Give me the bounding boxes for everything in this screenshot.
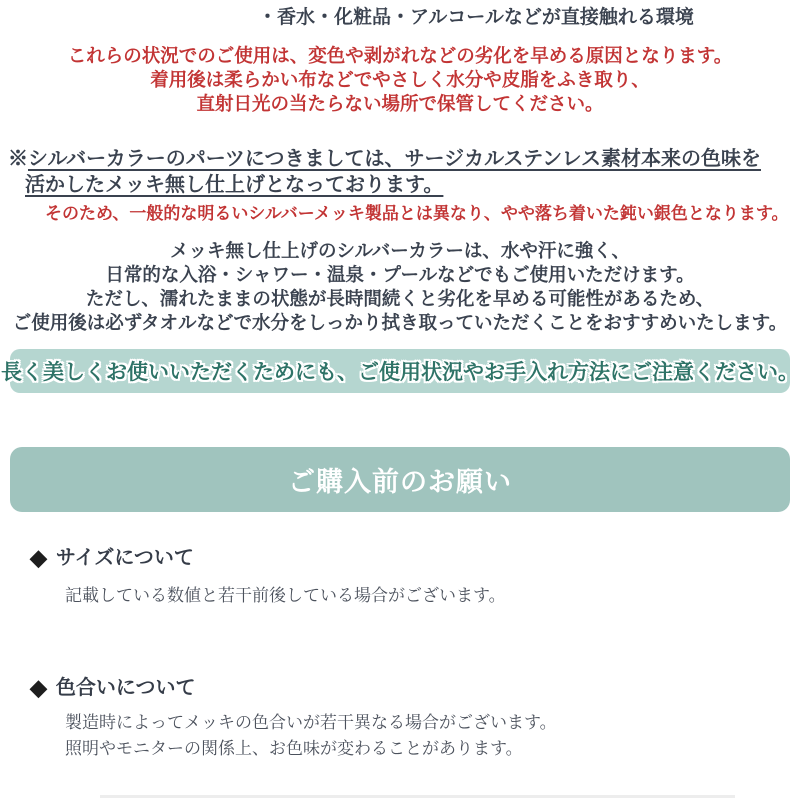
section-body-line: 照明やモニターの関係上、お色味が変わることがあります。 — [65, 739, 523, 758]
cropped-next-section-fragment — [100, 795, 735, 798]
usage-instructions-block — [0, 239, 800, 335]
care-reminder-banner-text: 長く美しくお使いいただくためにも、ご使用状況やお手入れ方法にご注意ください。 — [1, 361, 799, 384]
section-title-color-label: 色合いについて — [55, 677, 196, 699]
silver-note-red-remark: そのため、一般的な明るいシルバーメッキ製品とは異なり、やや落ち着いた鈍い銀色となります。 — [45, 204, 789, 223]
usage-line: メッキ無し仕上げのシルバーカラーは、水や汗に強く、 — [169, 240, 630, 261]
usage-line: ご使用後は必ずタオルなどで水分をしっかり拭き取っていただくことをおすすめいたします。 — [12, 312, 788, 333]
usage-line: ただし、濡れたままの状態が長時間続くと劣化を早める可能性があるため、 — [85, 288, 715, 309]
diamond-icon: ◆ — [30, 545, 47, 570]
section-body-size — [65, 583, 506, 609]
care-warning-block — [0, 44, 800, 116]
diamond-icon: ◆ — [30, 675, 47, 700]
silver-note-line-2 — [25, 172, 800, 198]
silver-note-underlined-text: シルバーカラーのパーツにつきましては、サージカルステンレス素材本来の色味を — [28, 148, 761, 170]
section-title-size-label: サイズについて — [55, 547, 194, 569]
silver-color-note — [8, 146, 800, 225]
warning-line: 着用後は柔らかい布などでやさしく水分や皮脂をふき取り、 — [150, 69, 650, 90]
purchase-notice-header — [10, 447, 790, 512]
section-title-size — [30, 546, 194, 570]
section-body-line: 製造時によってメッキの色合いが若干異なる場合がございます。 — [65, 713, 557, 732]
section-body-color — [65, 710, 557, 762]
warning-line: これらの状況でのご使用は、変色や剥がれなどの劣化を早める原因となります。 — [67, 45, 733, 66]
section-title-color — [30, 676, 196, 700]
usage-line: 日常的な入浴・シャワー・温泉・プールなどでもご使用いただけます。 — [105, 264, 695, 285]
environment-list-item: ・香水・化粧品・アルコールなどが直接触れる環境 — [258, 7, 694, 28]
warning-line: 直射日光の当たらない場所で保管してください。 — [196, 93, 604, 114]
purchase-notice-header-text: ご購入前のお願い — [288, 467, 512, 497]
silver-note-line-1 — [8, 146, 800, 172]
care-reminder-banner — [1, 349, 799, 393]
section-body-line: 記載している数値と若干前後している場合がございます。 — [65, 586, 506, 605]
silver-note-underlined-text: 活かしたメッキ無し仕上げとなっております。 — [25, 174, 444, 196]
note-asterisk-marker: ※ — [8, 148, 28, 170]
